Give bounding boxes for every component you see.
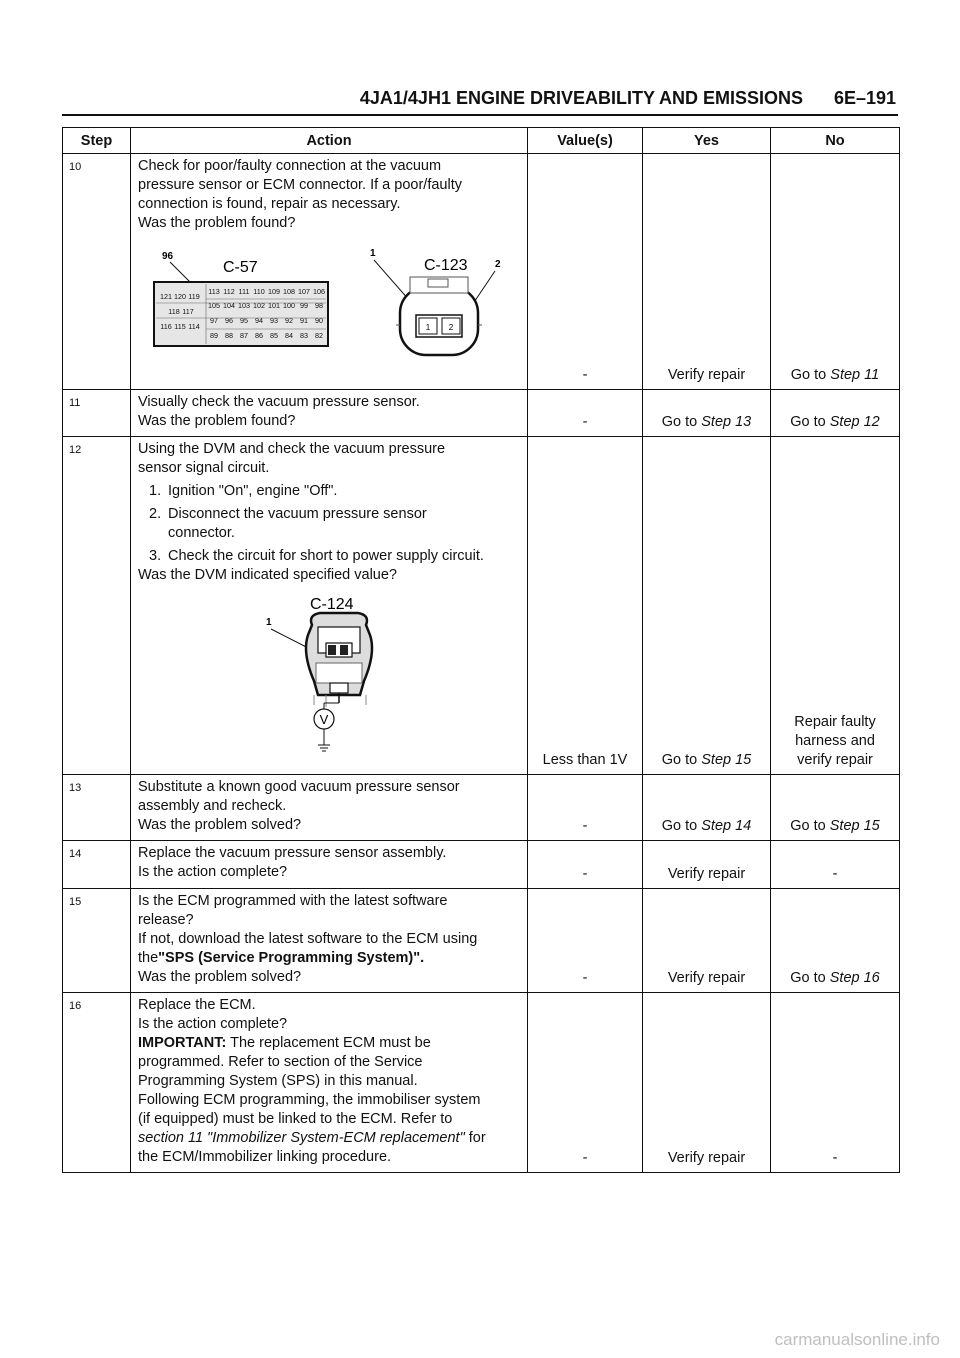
table-header-row [63,128,900,154]
action-cell [131,841,528,889]
svg-text:83: 83 [300,331,308,340]
svg-text:117: 117 [182,307,194,316]
value-cell: Less than 1V [528,437,643,775]
step-number: 13 [63,775,131,841]
svg-text:101: 101 [268,301,280,310]
svg-text:82: 82 [315,331,323,340]
svg-text:98: 98 [315,301,323,310]
yes-cell: Go to Step 13 [643,390,771,437]
svg-text:119: 119 [188,292,200,301]
action-line: Is the action complete? [138,1016,288,1032]
no-cell: Go to Step 12 [771,390,900,437]
svg-text:89: 89 [210,331,218,340]
action-line: (if equipped) must be linked to the ECM. Refer to [138,1111,453,1127]
action-line: assembly and recheck. [138,798,287,814]
yes-cell: Verify repair [643,154,771,390]
action-cell [131,993,528,1173]
table-row [63,390,900,437]
action-line: section 11 "Immobilizer System-ECM replacement" for [138,1130,486,1146]
action-line: Visually check the vacuum pressure sensor. [138,394,420,410]
svg-text:100: 100 [283,301,295,310]
value-cell: - [528,775,643,841]
svg-text:102: 102 [253,301,265,310]
value-cell: - [528,154,643,390]
col-header-step: Step [63,128,131,154]
action-line: sensor signal circuit. [138,460,270,476]
svg-text:113: 113 [208,287,220,296]
action-line: the"SPS (Service Programming System)". [138,950,425,966]
no-cell: Repair faulty harness and verify repair [771,437,900,775]
action-line: Replace the ECM. [138,997,256,1013]
value-cell: - [528,993,643,1173]
yes-cell: Go to Step 14 [643,775,771,841]
svg-text:121: 121 [160,292,172,301]
section-reference[interactable]: section 11 "Immobilizer System-ECM replacement" [138,1130,465,1146]
svg-text:116: 116 [160,322,172,331]
c124-pin-callout: 1 [266,617,272,628]
table-row [63,993,900,1173]
page-number: 6E–191 [833,88,896,108]
svg-text:91: 91 [300,316,308,325]
value-cell: - [528,841,643,889]
yes-cell: Verify repair [643,841,771,889]
diagnostic-table [62,127,900,1173]
action-cell [131,154,528,390]
svg-text:88: 88 [225,331,233,340]
action-line: Check for poor/faulty connection at the vacuum [138,158,442,174]
c124-label: C-124 [310,596,354,613]
step-number: 16 [63,993,131,1173]
step-number: 11 [63,390,131,437]
col-header-action: Action [131,128,528,154]
c57-label: C-57 [223,259,258,276]
page-header [62,88,898,116]
yes-cell: Verify repair [643,993,771,1173]
page-title: 4JA1/4JH1 ENGINE DRIVEABILITY AND EMISSIONS [359,88,803,108]
c123-pin2-callout: 2 [495,259,501,270]
svg-text:110: 110 [253,287,265,296]
no-cell: - [771,993,900,1173]
action-line: pressure sensor or ECM connector. If a poor/faulty [138,177,462,193]
svg-text:111: 111 [238,287,250,296]
svg-text:107: 107 [298,287,310,296]
voltmeter-symbol: V [319,712,329,727]
table-row [63,775,900,841]
no-cell: Go to Step 15 [771,775,900,841]
action-line: Substitute a known good vacuum pressure sensor [138,779,460,795]
table-row [63,154,900,390]
value-cell: - [528,390,643,437]
svg-text:99: 99 [300,301,308,310]
step-link[interactable]: Step 15 [829,818,880,834]
action-line: programmed. Refer to section of the Service [138,1054,423,1070]
value-cell: - [528,889,643,993]
action-line: Was the problem solved? [138,969,302,985]
c123-pin1-callout: 1 [370,248,376,259]
svg-text:118: 118 [168,307,180,316]
step-number: 14 [63,841,131,889]
svg-text:84: 84 [285,331,293,340]
action-cell [131,889,528,993]
svg-text:109: 109 [268,287,280,296]
step-number: 10 [63,154,131,390]
svg-text:95: 95 [240,316,248,325]
svg-text:114: 114 [188,322,200,331]
svg-text:96: 96 [225,316,233,325]
svg-text:94: 94 [255,316,263,325]
col-header-yes: Yes [643,128,771,154]
svg-text:85: 85 [270,331,278,340]
svg-text:120: 120 [174,292,186,301]
svg-text:106: 106 [313,287,325,296]
watermark: carmanualsonline.info [774,1330,940,1349]
step-link[interactable]: Step 11 [830,367,880,383]
no-cell: Go to Step 16 [771,889,900,993]
table-row [63,841,900,889]
action-line: connection is found, repair as necessary. [138,196,401,212]
step-link[interactable]: Step 13 [701,414,752,430]
action-line: Is the ECM programmed with the latest software [138,893,448,909]
action-line: the ECM/Immobilizer linking procedure. [138,1149,392,1165]
action-line: Was the DVM indicated specified value? [138,567,397,583]
svg-text:90: 90 [315,316,323,325]
step-link[interactable]: Step 14 [701,818,752,834]
action-cell [131,390,528,437]
table-row [63,889,900,993]
connector-diagram-c124 [138,591,518,756]
svg-text:103: 103 [238,301,250,310]
c123-label: C-123 [424,257,468,274]
col-header-values: Value(s) [528,128,643,154]
action-cell [131,437,528,775]
svg-text:86: 86 [255,331,263,340]
step-number: 15 [63,889,131,993]
action-line: Using the DVM and check the vacuum pressure [138,441,446,457]
svg-text:108: 108 [283,287,295,296]
c57-pin-callout: 96 [162,251,174,262]
action-line: Was the problem solved? [138,817,302,833]
action-cell [131,775,528,841]
action-line: Is the action complete? [138,864,288,880]
svg-text:1: 1 [425,323,431,332]
yes-cell: Go to Step 15 [643,437,771,775]
important-note: IMPORTANT: The replacement ECM must be [138,1035,431,1051]
svg-text:93: 93 [270,316,278,325]
action-line: Was the problem found? [138,413,296,429]
svg-text:92: 92 [285,316,293,325]
step-link[interactable]: Step 16 [829,970,880,986]
svg-text:97: 97 [210,316,218,325]
step-link[interactable]: Step 12 [829,414,880,430]
no-cell: Go to Step 11 [771,154,900,390]
procedure-list: 1. Ignition "On", engine "Off". 2. Disconnect the vacuum pressure sensor connector. 3. Check the circuit for short to power supply circuit. [149,483,484,564]
svg-text:105: 105 [208,301,220,310]
action-line: Programming System (SPS) in this manual. [138,1073,418,1089]
action-line: release? [138,912,194,928]
no-cell: - [771,841,900,889]
col-header-no: No [771,128,900,154]
svg-text:112: 112 [223,287,235,296]
step-number: 12 [63,437,131,775]
connector-diagram-c57-c123 [138,239,518,364]
action-line: Replace the vacuum pressure sensor assembly. [138,845,447,861]
yes-cell: Verify repair [643,889,771,993]
table-row [63,437,900,775]
svg-text:87: 87 [240,331,248,340]
action-line: If not, download the latest software to the ECM using [138,931,478,947]
step-link[interactable]: Step 15 [701,752,752,768]
svg-text:2: 2 [448,323,454,332]
action-line: Following ECM programming, the immobiliser system [138,1092,481,1108]
action-line: Was the problem found? [138,215,296,231]
svg-text:115: 115 [174,322,186,331]
svg-text:104: 104 [223,301,235,310]
